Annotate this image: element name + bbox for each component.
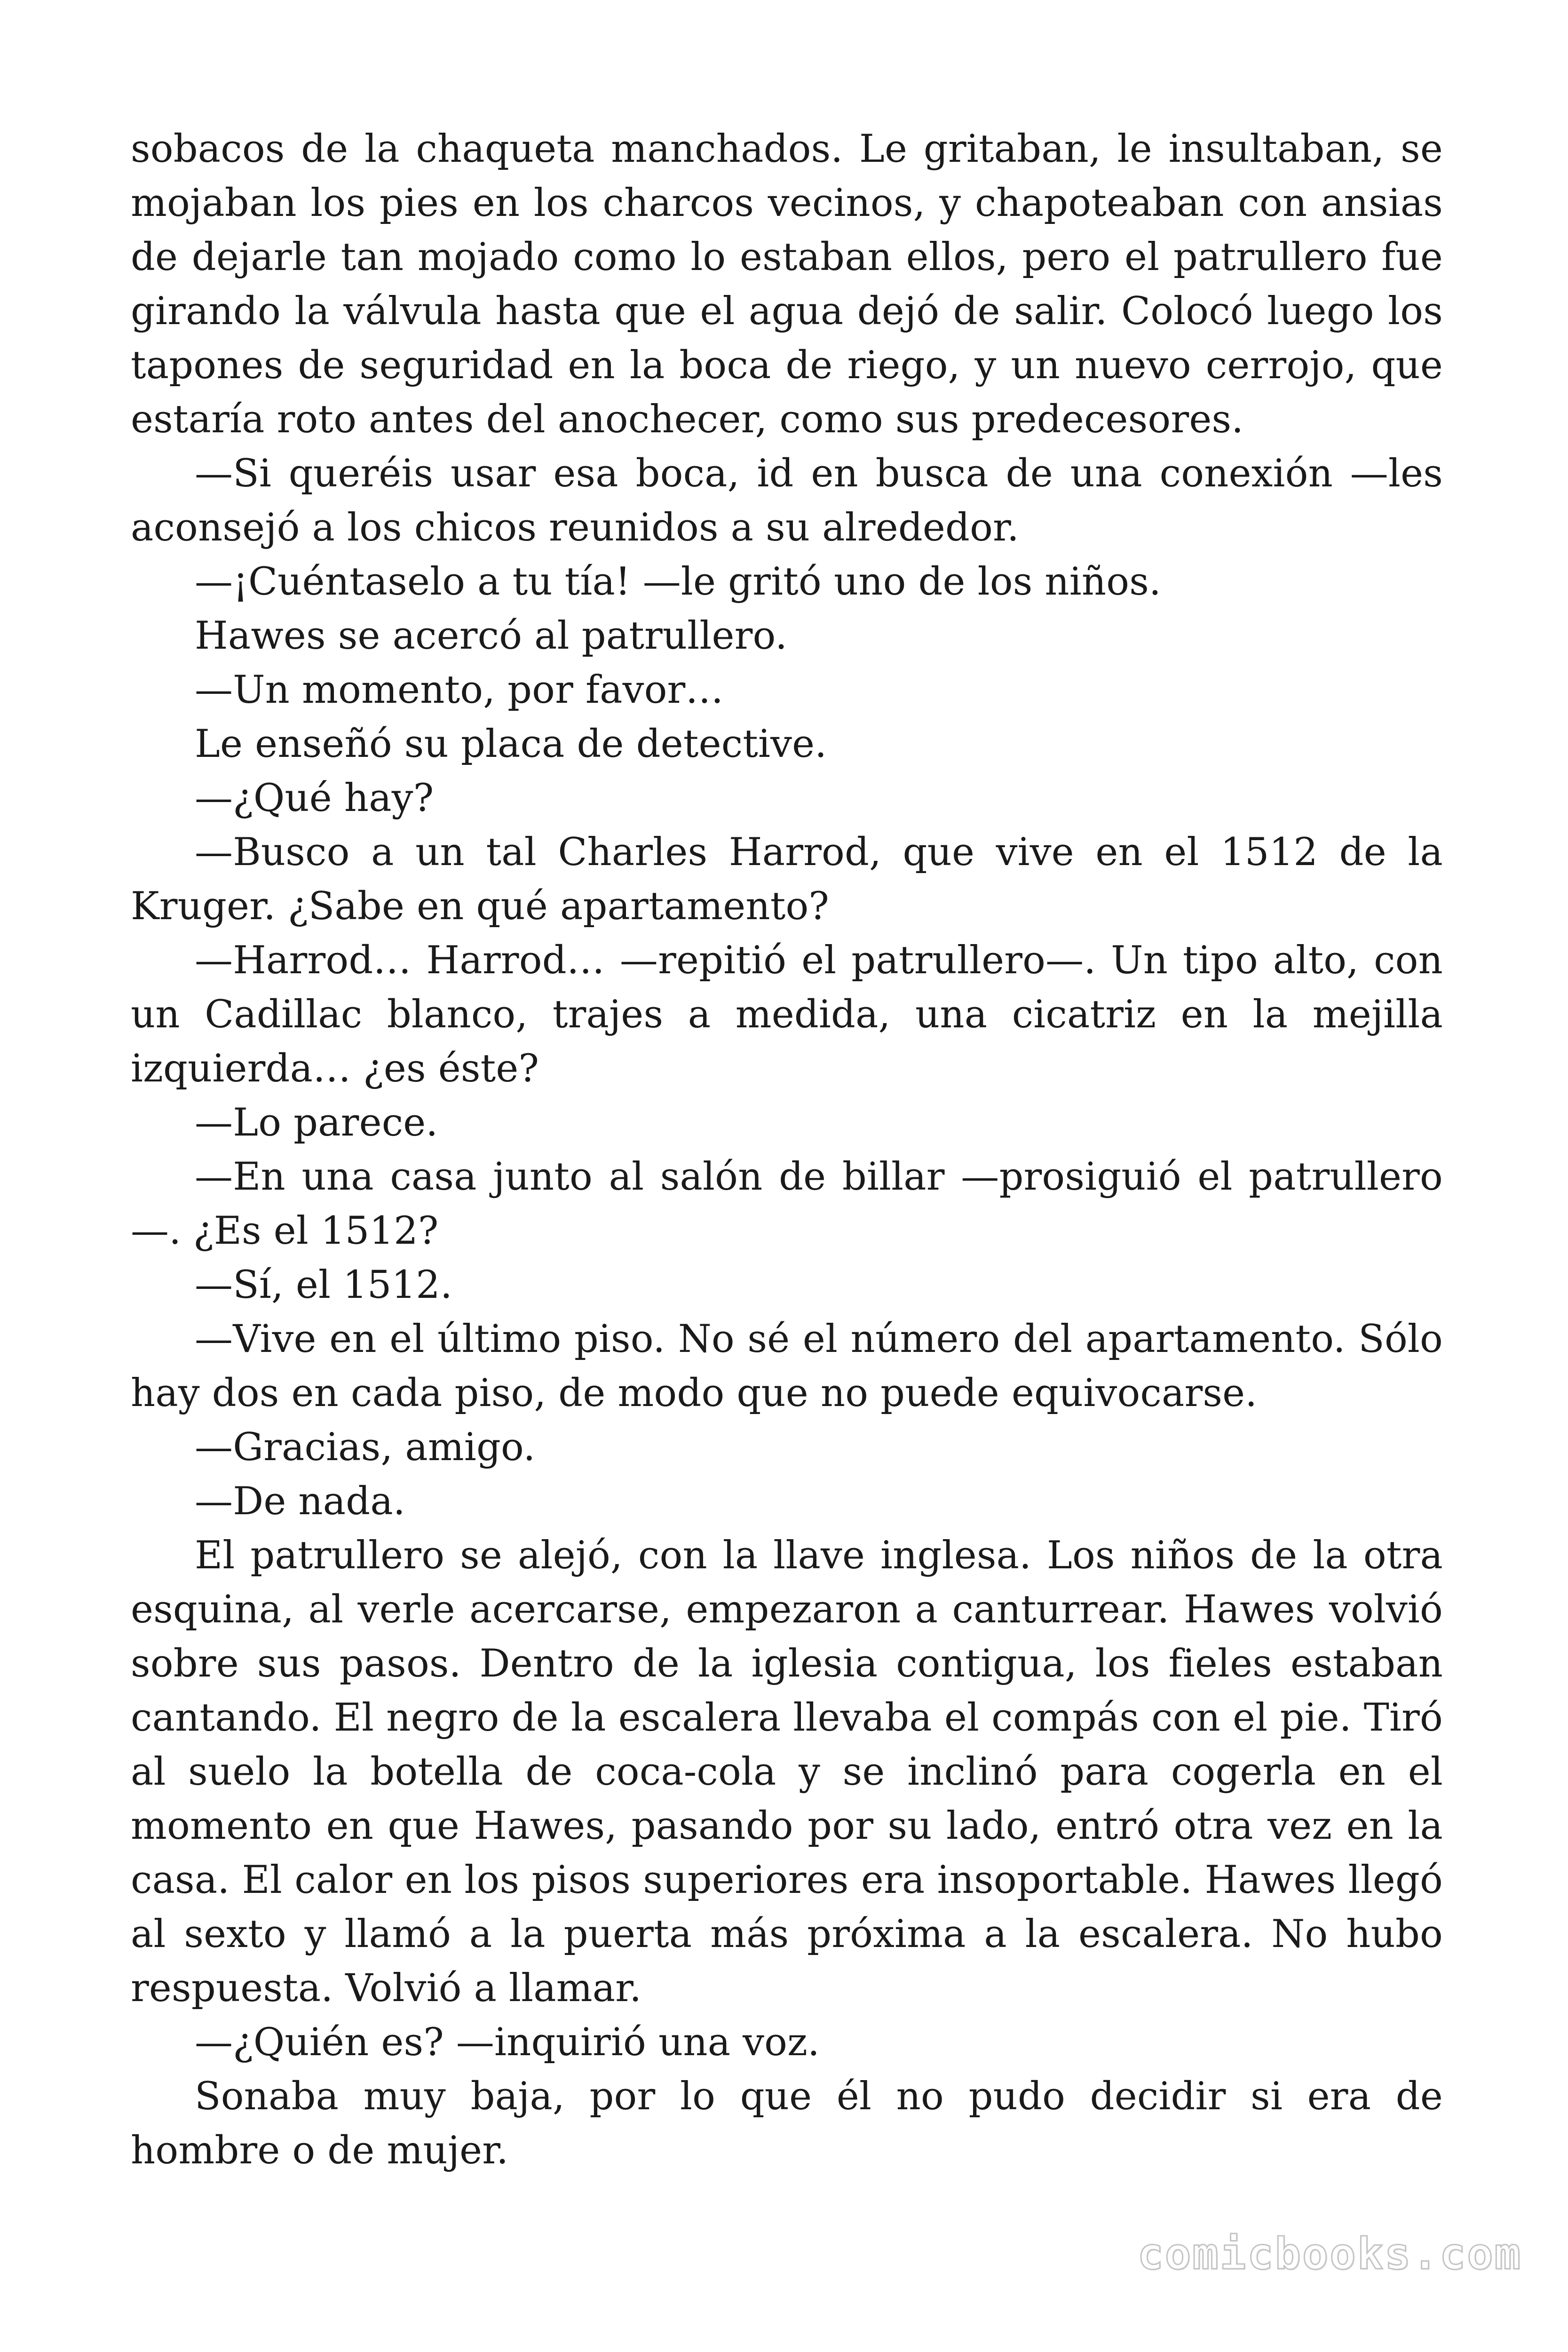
paragraph: Hawes se acercó al patrullero.	[195, 614, 788, 658]
watermark-logo: comicbooks.com	[1137, 2229, 1522, 2279]
paragraph: Sonaba muy baja, por lo que él no pudo decidir si era de hombre o de mujer.	[131, 2074, 1443, 2173]
paragraph: —De nada.	[195, 1479, 405, 1524]
paragraph: —En una casa junto al salón de billar —prosiguió el patrullero —. ¿Es el 1512?	[131, 1155, 1443, 1253]
paragraph: —Lo parece.	[195, 1101, 438, 1145]
paragraph-continued: sobacos de la chaqueta manchados. Le gritaban, le insultaban, se mojaban los pies en los charcos vecinos, y chapoteaban con ansias de dejarle tan mojado como lo estaban ellos, pero el patrullero fue girando la válvula hasta que el agua dejó de salir. Colocó luego los tapones de seguridad en la boca de riego, y un nuevo cerrojo, que estaría roto antes del anochecer, como sus predecesores.	[131, 127, 1443, 442]
paragraph: —Busco a un tal Charles Harrod, que vive en el 1512 de la Kruger. ¿Sabe en qué apartamento?	[131, 830, 1443, 929]
book-page-text	[131, 122, 1443, 2178]
paragraph: —¡Cuéntaselo a tu tía! —le gritó uno de los niños.	[195, 560, 1161, 604]
paragraph: Le enseñó su placa de detective.	[195, 722, 827, 766]
paragraph: —¿Qué hay?	[195, 776, 434, 820]
paragraph: —Si queréis usar esa boca, id en busca de una conexión —les aconsejó a los chicos reunidos a su alrededor.	[131, 452, 1443, 550]
paragraph: —¿Quién es? —inquirió una voz.	[195, 2020, 820, 2065]
paragraph: —Sí, el 1512.	[195, 1263, 452, 1307]
paragraph: —Gracias, amigo.	[195, 1425, 536, 1470]
paragraph: El patrullero se alejó, con la llave inglesa. Los niños de la otra esquina, al verle acercarse, empezaron a canturrear. Hawes volvió sobre sus pasos. Dentro de la iglesia contigua, los fieles estaban cantando. El negro de la escalera llevaba el compás con el pie. Tiró al suelo la botella de coca-cola y se inclinó para cogerla en el momento en que Hawes, pasando por su lado, entró otra vez en la casa. El calor en los pisos superiores era insoportable. Hawes llegó al sexto y llamó a la puerta más próxima a la escalera. No hubo respuesta. Volvió a llamar.	[131, 1534, 1443, 2010]
paragraph: —Harrod… Harrod… —repitió el patrullero—. Un tipo alto, con un Cadillac blanco, trajes a medida, una cicatriz en la mejilla izquierda… ¿es éste?	[131, 938, 1443, 1091]
paragraph: —Vive en el último piso. No sé el número del apartamento. Sólo hay dos en cada piso, de modo que no puede equivocarse.	[131, 1317, 1443, 1415]
paragraph: —Un momento, por favor…	[195, 668, 724, 712]
